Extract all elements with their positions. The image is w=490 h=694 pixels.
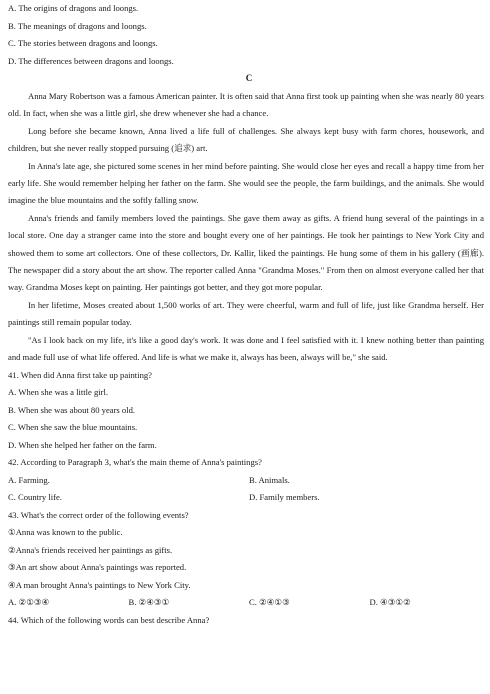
question-43 bbox=[8, 507, 490, 612]
passage-paragraph-1: Anna Mary Robertson was a famous American painter. It is often said that Anna first took up painting when she was nearly 80 years old. In fact, when she was a little girl, she drew whenever she had a chance. bbox=[8, 91, 484, 119]
question-42-stem: 42. According to Paragraph 3, what's the main theme of Anna's paintings? bbox=[8, 457, 262, 467]
question-42-option-a: A. Farming. bbox=[8, 474, 50, 485]
question-43-option-b: B. ②④③① bbox=[128, 597, 170, 607]
passage-paragraph-6: "As I look back on my life, it's like a good day's work. It was done and I feel satisfied with it. I knew nothing better than painting and made full use of what life offered. And life is what we make it, always has been, always will be," she said. bbox=[8, 334, 484, 363]
section-label: C bbox=[245, 73, 253, 83]
question-42-option-d: D. Family members. bbox=[249, 492, 320, 502]
question-41-option-c: C. When she saw the blue mountains. bbox=[8, 422, 138, 432]
question-41 bbox=[8, 367, 490, 455]
question-41-option-b: B. When she was about 80 years old. bbox=[8, 404, 136, 415]
question-43-stem: 43. What's the correct order of the following events? bbox=[8, 509, 189, 520]
question-41-stem: 41. When did Anna first take up painting? bbox=[8, 369, 152, 380]
question-43-option-a: A. ②①③④ bbox=[8, 597, 50, 607]
question-42 bbox=[8, 454, 490, 507]
passage-paragraph-4: Anna's friends and family members loved the paintings. She gave them away as gifts. A friend hung several of the paintings in a local store. One day a stranger came into the store and bought every one of her paintings. He took her paintings to New York City and showed them to some art collectors. One of these collectors, Dr. Kallir, liked the paintings. He hung some of them in his gallery (画廊). The newspaper did a story about the art show. The reporter called Anna "Grandma Moses." From then on almost everyone called her that way. Grandma Moses kept on painting. Her paintings got better, and they got more popular. bbox=[8, 212, 484, 293]
question-41-option-d: D. When she helped her father on the farm. bbox=[8, 439, 157, 450]
option-a: A. The origins of dragons and loongs. bbox=[8, 3, 139, 13]
passage-paragraph-2: Long before she became known, Anna lived a life full of challenges. She always kept busy with farm chores, housework, and children, but she never really stopped pursuing (追求) art. bbox=[8, 125, 484, 154]
question-41-option-a: A. When she was a little girl. bbox=[8, 387, 109, 397]
question-43-option-c: C. ②④①③ bbox=[249, 597, 290, 607]
question-43-option-d: D. ④③①② bbox=[369, 597, 411, 607]
option-d: D. The differences between dragons and loongs. bbox=[8, 55, 174, 66]
question-43-event-3: ③An art show about Anna's paintings was reported. bbox=[8, 562, 187, 572]
passage-paragraph-5: In her lifetime, Moses created about 1,500 works of art. They were cheerful, warm and full of life, just like Grandma herself. Her paintings still remain popular today. bbox=[8, 299, 484, 328]
previous-question-options bbox=[8, 0, 490, 70]
reading-passage bbox=[8, 88, 490, 367]
option-b: B. The meanings of dragons and loongs. bbox=[8, 20, 147, 31]
question-43-event-4: ④A man brought Anna's paintings to New York City. bbox=[8, 579, 191, 590]
question-42-option-b: B. Animals. bbox=[249, 474, 290, 485]
question-43-event-2: ②Anna's friends received her paintings as gifts. bbox=[8, 544, 173, 555]
question-44-stem: 44. Which of the following words can best describe Anna? bbox=[8, 614, 210, 625]
question-43-event-1: ①Anna was known to the public. bbox=[8, 527, 123, 537]
passage-paragraph-3: In Anna's late age, she pictured some scenes in her mind before painting. She would close her eyes and recall a happy time from her early life. She would remember helping her father on the farm. She would see the people, the farm buildings, and the animals. She would imagine the blue mountains and the softly falling snow. bbox=[8, 160, 484, 206]
question-44 bbox=[8, 612, 490, 630]
option-c: C. The stories between dragons and loongs. bbox=[8, 38, 158, 48]
question-42-option-c: C. Country life. bbox=[8, 492, 62, 502]
